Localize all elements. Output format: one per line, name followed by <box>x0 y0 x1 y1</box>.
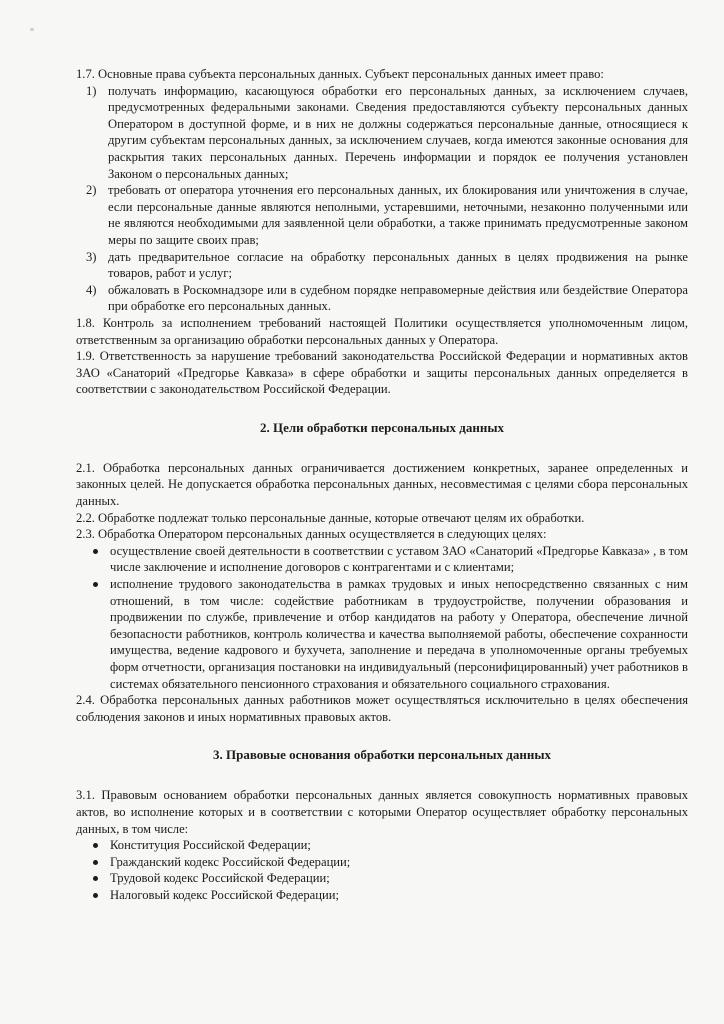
laws-list-item: Налоговый кодекс Российской Федерации; <box>76 887 688 904</box>
goals-list-item: осуществление своей деятельности в соответствии с уставом ЗАО «Санаторий «Предгорье Кавказа» , в том числе заключение и исполнение договоров с контрагентами и с клиентами; <box>76 543 688 576</box>
rights-list-item: 1) получать информацию, касающуюся обработки его персональных данных, за исключением случаев, предусмотренных федеральными законами. Сведения предоставляются субъекту персональных данных Оператором в доступной форме, и в них не должны содержаться персональные данные, относящиеся к другим субъектам персональных данных, за исключением случаев, когда имеются законные основания для раскрытия таких персональных данных. Перечень информации и порядок ее получения установлен Законом о персональных данных; <box>86 83 688 181</box>
paragraph-2-1: 2.1. Обработка персональных данных ограничивается достижением конкретных, заранее определенных и законных целей. Не допускается обработка персональных данных, несовместимая с целями сбора персональных данных. <box>76 460 688 509</box>
laws-list-item: Трудовой кодекс Российской Федерации; <box>76 870 688 887</box>
goals-list <box>76 543 688 692</box>
paragraph-1-8: 1.8. Контроль за исполнением требований настоящей Политики осуществляется уполномоченным лицом, ответственным за организацию обработки персональных данных у Оператора. <box>76 315 688 347</box>
bullet-icon <box>93 876 98 881</box>
bullet-icon <box>93 549 98 554</box>
laws-list-item: Гражданский кодекс Российской Федерации; <box>76 854 688 871</box>
paragraph-3-1: 3.1. Правовым основанием обработки персональных данных является совокупность нормативных правовых актов, во исполнение которых и в соответствии с которыми Оператор осуществляет обработку персональных данных, в том числе: <box>76 788 688 836</box>
rights-list <box>76 83 688 315</box>
section-2-heading: 2. Цели обработки персональных данных <box>259 419 505 435</box>
bullet-icon <box>93 843 98 848</box>
rights-list-item: 4) обжаловать в Роскомнадзоре или в судебном порядке неправомерные действия или бездействие Оператора при обработке его персональных данных. <box>86 282 688 314</box>
rights-list-item: 2) требовать от оператора уточнения его персональных данных, их блокирования или уничтожения в случае, если персональные данные являются неполными, устаревшими, неточными, незаконно полученными или не являются необходимыми для заявленной цели обработки, а также принимать предусмотренные законом меры по защите своих прав; <box>86 183 688 247</box>
laws-list-item: Конституция Российской Федерации; <box>76 837 688 854</box>
paragraph-1-7: 1.7. Основные права субъекта персональных данных. Субъект персональных данных имеет право: <box>76 67 604 81</box>
laws-list <box>76 837 688 903</box>
paragraph-1-9: 1.9. Ответственность за нарушение требований законодательства Российской Федерации и нормативных актов ЗАО «Санаторий «Предгорье Кавказа» в сфере обработки и защиты персональных данных определяется в соответствии с законодательством Российской Федерации. <box>76 349 688 397</box>
paragraph-2-2: 2.2. Обработке подлежат только персональные данные, которые отвечают целям их обработки. <box>76 510 585 525</box>
bullet-icon <box>93 582 98 587</box>
bullet-icon <box>93 860 98 865</box>
paragraph-2-3: 2.3. Обработка Оператором персональных данных осуществляется в следующих целях: <box>76 527 547 542</box>
rights-list-item: 3) дать предварительное согласие на обработку персональных данных в целях продвижения на рынке товаров, работ и услуг; <box>86 249 688 281</box>
paragraph-2-4: 2.4. Обработка персональных данных работников может осуществляться исключительно в целях обеспечения соблюдения законов и иных нормативных правовых актов. <box>76 693 688 724</box>
section-3-heading: 3. Правовые основания обработки персональных данных <box>213 747 551 763</box>
goals-list-item: исполнение трудового законодательства в рамках трудовых и иных непосредственно связанных с ним отношений, в том числе: содействие работникам в трудоустройстве, получении образования и продвижении по службе, привлечение и отбор кандидатов на работу у Оператора, обеспечение личной безопасности работников, контроль количества и качества выполняемой работы, обеспечение сохранности имущества, ведение кадрового и бухучета, заполнение и передача в уполномоченные органы требуемых форм отчетности, организация постановки на индивидуальный (персонифицированный) учет работников в системах обязательного пенсионного страхования и обязательного социального страхования. <box>76 576 688 692</box>
bullet-icon <box>93 893 98 898</box>
scan-speck <box>30 28 34 31</box>
